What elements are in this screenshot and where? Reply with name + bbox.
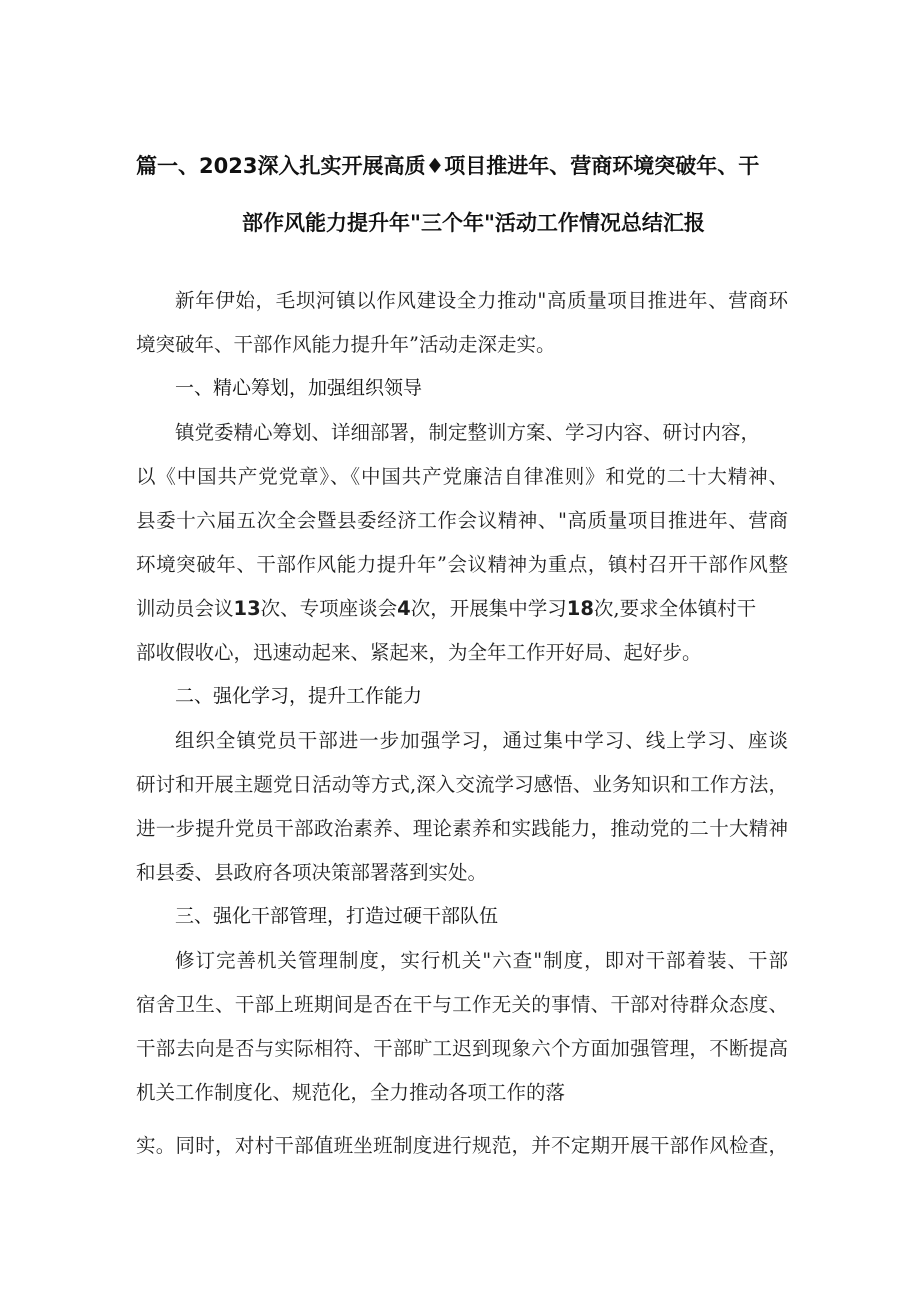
section-1-line-5-text-c: 次，开展集中学习 [410,597,567,620]
section-1-line-5-text-a: 训动员会议 [136,597,234,620]
study-count-number: 18 [566,597,594,620]
section-2-line-2: 研讨和开展主题党日活动等方式,深入交流学习感悟、业务知识和工作方法， [136,773,788,796]
section-1-line-3: 县委十六届五次全会暨县委经济工作会议精神、"高质量项目推进年、营商 [136,509,788,532]
section-1-line-5 [136,593,756,621]
section-2-line-3: 进一步提升党员干部政治素养、理论素养和实践能力，推动党的二十大精神 [136,817,788,840]
section-3-heading: 三、强化干部管理，打造过硬干部队伍 [175,905,499,927]
section-1-line-1: 镇党委精心筹划、详细部署，制定整训方案、学习内容、研讨内容， [175,421,761,444]
section-3-line-5: 实。同时，对村干部值班坐班制度进行规范，并不定期开展干部作风检查， [136,1134,788,1157]
section-3-line-1: 修订完善机关管理制度，实行机关"六查"制度，即对干部着装、干部 [175,949,788,972]
intro-paragraph-line-1: 新年伊始，毛坝河镇以作风建设全力推动"高质量项目推进年、营商环 [175,289,788,312]
document-title-line-2: 部作风能力提升年"三个年"活动工作情况总结汇报 [242,211,705,235]
section-1-line-5-text-d: 次,要求全体镇村干 [593,597,757,620]
section-3-line-4: 机关工作制度化、规范化，全力推动各项工作的落 [136,1081,566,1104]
section-1-heading: 一、精心筹划，加强组织领导 [175,377,423,399]
section-1-line-2: 以《中国共产党党章》、《中国共产党廉洁自律准则》和党的二十大精神、 [136,465,788,488]
section-3-line-3: 干部去向是否与实际相符、干部旷工迟到现象六个方面加强管理，不断提高 [136,1037,788,1060]
section-2-line-1: 组织全镇党员干部进一步加强学习，通过集中学习、线上学习、座谈 [175,729,788,752]
section-3-line-2: 宿舍卫生、干部上班期间是否在干与工作无关的事情、干部对待群众态度、 [136,993,788,1016]
section-2-line-4: 和县委、县政府各项决策部署落到实处。 [136,861,488,884]
document-title-line-1: 篇一、2023深入扎实开展高质♦项目推进年、营商环境突破年、干 [136,154,760,178]
section-2-heading: 二、强化学习，提升工作能力 [175,685,423,707]
section-1-line-6: 部收假收心，迅速动起来、紧起来，为全年工作开好局、起好步。 [136,641,702,664]
section-1-line-5-text-b: 次、专项座谈会 [260,597,398,620]
section-1-line-4: 环境突破年、干部作风能力提升年”会议精神为重点，镇村召开干部作风整 [136,553,788,576]
meeting-count-number: 13 [233,597,261,620]
intro-paragraph-line-2: 境突破年、干部作风能力提升年”活动走深走实。 [136,333,556,356]
forum-count-number: 4 [397,597,411,620]
